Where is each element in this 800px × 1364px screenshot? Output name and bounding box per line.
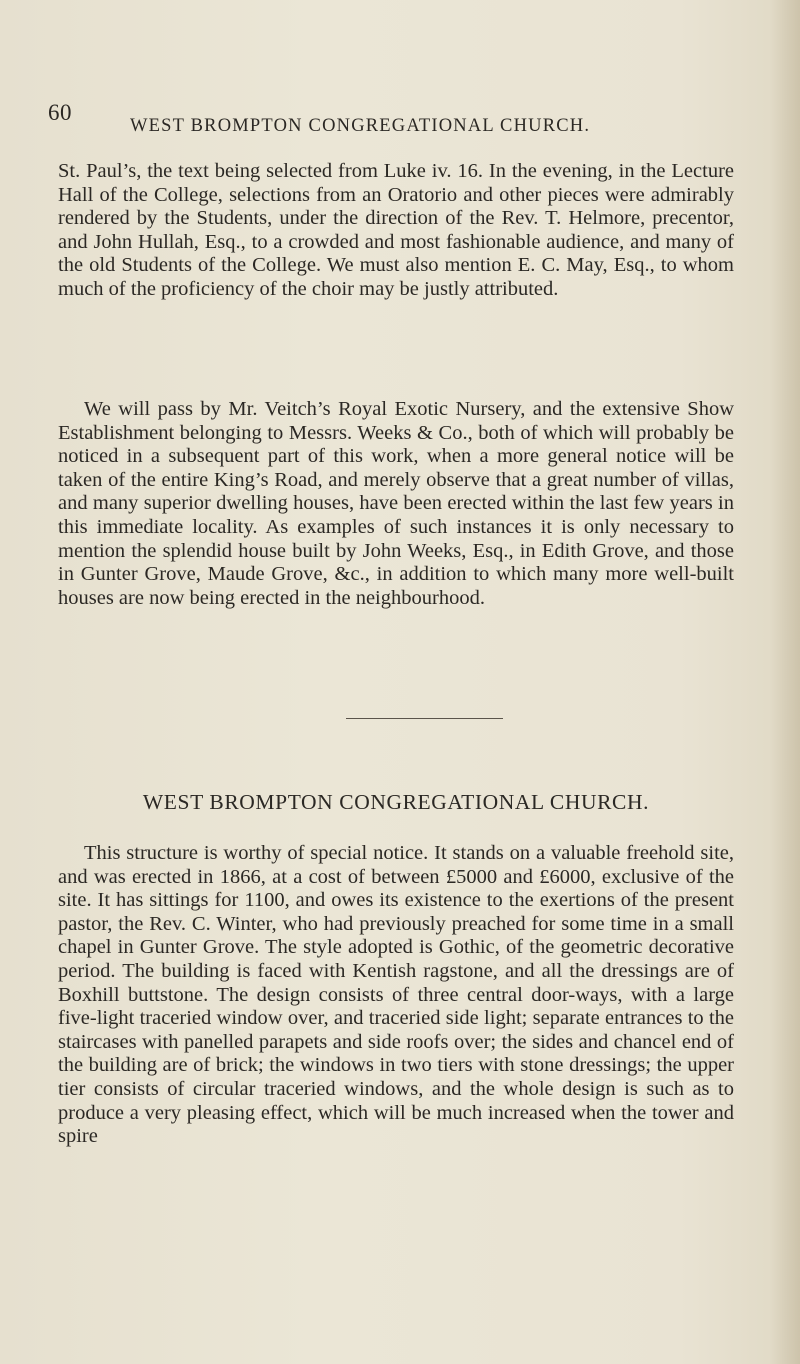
paragraph-nursery [58,398,734,610]
paragraph-church-description [58,842,734,1149]
section-divider-rule [346,718,503,719]
paragraph-text: We will pass by Mr. Veitch’s Royal Exotic Nursery, and the extensive Show Establishment belonging to Messrs. Weeks & Co., both of which will probably be noticed in a subsequent part of this work, when a more general notice will be taken of the entire King’s Road, and merely observe that a great number of villas, and many superior dwelling houses, have been erected within the last few years in this immediate locality. As examples of such instances it is only necessary to mention the splendid house built by John Weeks, Esq., in Edith Grove, and those in Gunter Grove, Maude Grove, &c., in addition to which many more well-built houses are now being erected in the neighbourhood. [58,398,734,609]
paragraph-text: St. Paul’s, the text being selected from Luke iv. 16. In the evening, in the Lecture Hall of the College, selections from an Oratorio and other pieces were admirably rendered by the Students, under the direction of the Rev. T. Helmore, precentor, and John Hullah, Esq., to a crowded and most fashionable audience, and many of the old Students of the College. We must also mention E. C. May, Esq., to whom much of the proficiency of the choir may be justly attributed. [58,160,734,300]
page-number: 60 [48,100,72,125]
paragraph-continuation [58,160,734,302]
paragraph-text: This structure is worthy of special notice. It stands on a valuable freehold site, and was erected in 1866, at a cost of between £5000 and £6000, exclusive of the site. It has sittings for 1100, and owes its existence to the exertions of the present pastor, the Rev. C. Winter, who had previously preached for some time in a small chapel in Gunter Grove. The style adopted is Gothic, of the geometric decorative period. The building is faced with Kentish ragstone, and all the dressings are of Boxhill buttstone. The design consists of three central door-ways, with a large five-light traceried window over, and traceried side light; separate entrances to the staircases with panelled parapets and side roofs over; the sides and chancel end of the building are of brick; the windows in two tiers with stone dressings; the upper tier consists of circular traceried windows, and the whole design is such as to produce a very pleasing effect, which will be much increased when the tower and spire [58,842,734,1148]
section-heading: WEST BROMPTON CONGREGATIONAL CHURCH. [142,790,650,814]
running-header: WEST BROMPTON CONGREGATIONAL CHURCH. [130,116,591,136]
page-edge-shadow [770,0,800,1364]
